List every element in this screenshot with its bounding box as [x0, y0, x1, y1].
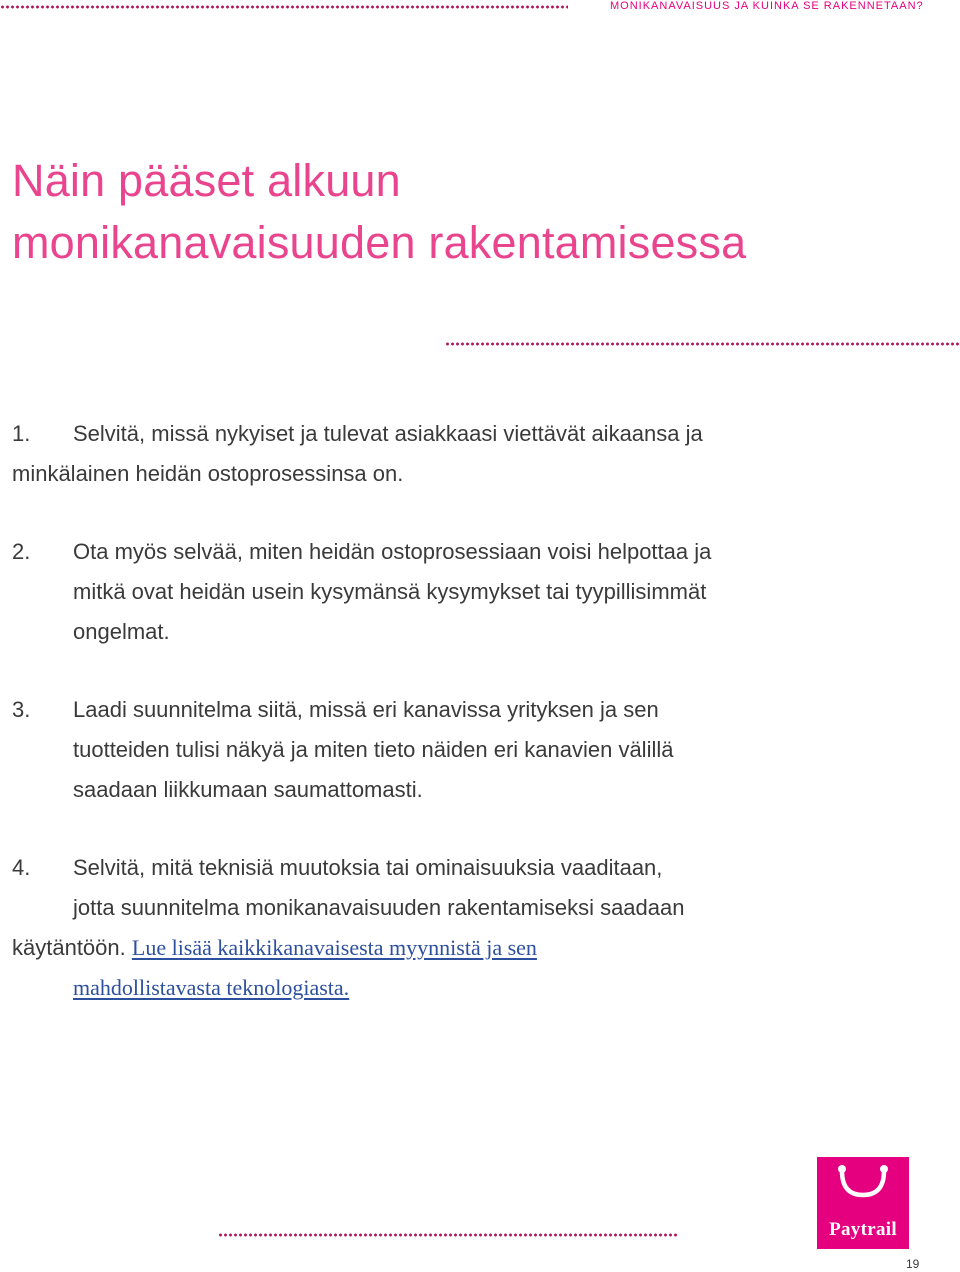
step-number: 2.: [12, 539, 31, 564]
page-title: [12, 150, 746, 274]
read-more-link[interactable]: Lue lisää kaikkikanavaisesta myynnistä ja sen: [131, 935, 537, 960]
step-item: [12, 532, 832, 652]
step-item: [12, 690, 832, 810]
section-dotted-rule: [445, 342, 960, 346]
step-text-line: tuotteiden tulisi näkyä ja miten tieto näiden eri kanavien välillä: [73, 737, 674, 762]
step-item: [12, 414, 832, 494]
step-number: 4.: [12, 855, 31, 880]
footer-dotted-rule: [218, 1233, 678, 1237]
steps-list: [12, 414, 832, 1008]
step-item: [12, 848, 832, 1008]
step-text-line: Selvitä, mitä teknisiä muutoksia tai ominaisuuksia vaaditaan,: [73, 855, 663, 880]
step-text-line: Laadi suunnitelma siitä, missä eri kanavissa yrityksen ja sen: [73, 697, 659, 722]
step-number: 1.: [12, 421, 31, 446]
step-number: 3.: [12, 697, 31, 722]
step-text-line: ongelmat.: [73, 619, 170, 644]
page-title-line-1: Näin pääset alkuun: [12, 155, 401, 206]
step-text-line: saadaan liikkumaan saumattomasti.: [73, 777, 423, 802]
running-header: MONIKANAVAISUUS JA KUINKA SE RAKENNETAAN?: [610, 0, 924, 12]
step-text-line: minkälainen heidän ostoprosessinsa on.: [12, 461, 404, 486]
step-text-tail: käytäntöön.: [12, 935, 126, 960]
step-text-line: jotta suunnitelma monikanavaisuuden rakentamiseksi saadaan: [73, 895, 685, 920]
read-more-link-continued[interactable]: mahdollistavasta teknologiasta.: [73, 975, 350, 1000]
paytrail-logo-text: Paytrail: [829, 1219, 897, 1240]
step-text-line: Ota myös selvää, miten heidän ostoprosessiaan voisi helpottaa ja: [73, 539, 712, 564]
paytrail-logo: [817, 1157, 909, 1249]
step-text-line: mitkä ovat heidän usein kysymänsä kysymykset tai tyypillisimmät: [73, 579, 707, 604]
top-dotted-rule: [0, 5, 568, 9]
page-title-line-2: monikanavaisuuden rakentamisessa: [12, 217, 747, 268]
page-number: 19: [906, 1257, 920, 1271]
step-text-line: Selvitä, missä nykyiset ja tulevat asiakkaasi viettävät aikaansa ja: [73, 421, 703, 446]
